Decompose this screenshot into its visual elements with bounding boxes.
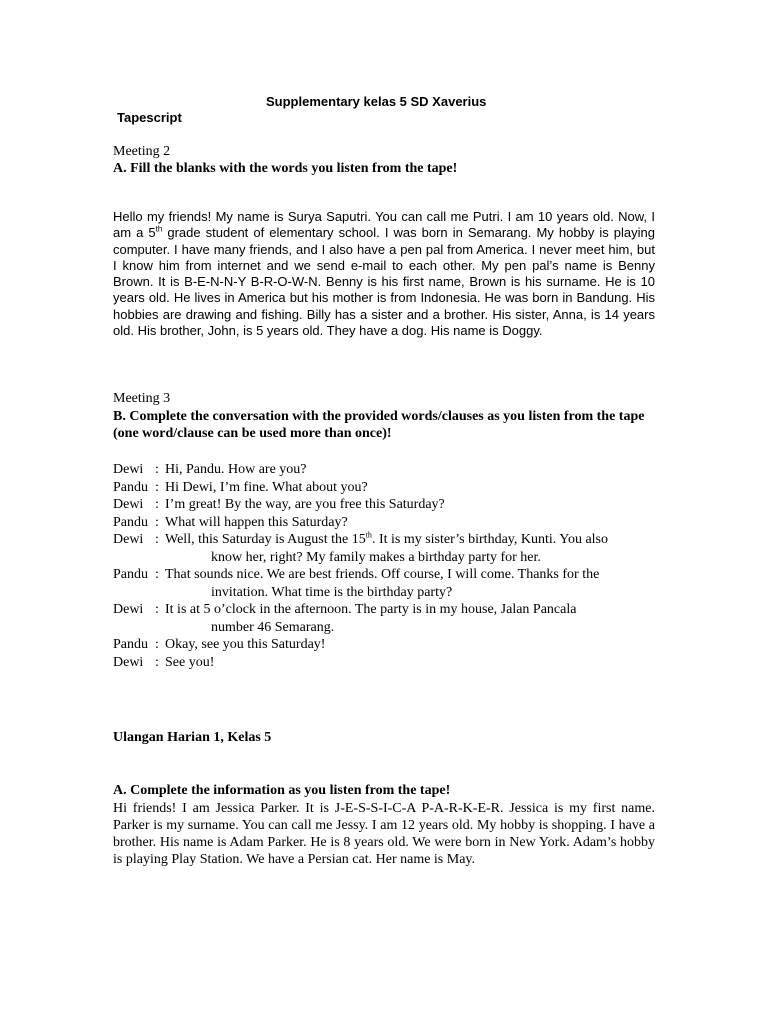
ordinal-suffix: th xyxy=(155,224,163,234)
dialog-text: Hi, Pandu. How are you? xyxy=(165,462,307,477)
dialog-line xyxy=(113,531,673,566)
dialog-continuation: number 46 Semarang. xyxy=(211,619,335,635)
ulangan-paragraph: Hi friends! I am Jessica Parker. It is J-E-S-S-I-C-A P-A-R-K-E-R. Jessica is my first name. Parker is my surname. You can call me Jessy. I am 12 years old. My hobby is shopping. I have a brother. His name is Adam Parker. He is 8 years old. We were born in New York. Adam’s hobby is playing Play Station. We have a Persian cat. Her name is May. xyxy=(113,801,655,867)
dialog-text: Hi Dewi, I’m fine. What about you? xyxy=(165,479,368,495)
meeting-2-paragraph xyxy=(113,209,655,339)
dialog-line xyxy=(113,566,673,601)
dialog-line xyxy=(113,496,673,514)
meeting-2-label: Meeting 2 xyxy=(113,144,171,159)
dialog-line xyxy=(113,514,673,532)
dialog-text: See you! xyxy=(165,654,215,670)
speaker-name: Dewi xyxy=(113,654,144,670)
speaker-colon: : xyxy=(155,497,159,512)
speaker-name: Pandu xyxy=(113,567,148,582)
ordinal-suffix: th xyxy=(365,530,372,540)
speaker-name: Dewi xyxy=(113,602,144,617)
speaker-colon: : xyxy=(155,654,159,670)
speaker-colon: : xyxy=(155,514,159,530)
dialog-continuation: know her, right? My family makes a birthday party for her. xyxy=(211,549,541,565)
document-title: Supplementary kelas 5 SD Xaverius xyxy=(266,94,487,109)
ulangan-heading: Ulangan Harian 1, Kelas 5 xyxy=(113,730,272,745)
meeting-2-paragraph-part-1: Hello my friends! My name is Surya Saputri. You can call me Putri. I am 10 years old. Now, I am a 5 xyxy=(113,209,655,241)
speaker-name: Dewi xyxy=(113,532,144,547)
dialog-text-part-1: Well, this Saturday is August the 15 xyxy=(165,532,366,547)
speaker-colon: : xyxy=(155,567,159,582)
dialog-text xyxy=(165,566,673,601)
dialog-text-main: That sounds nice. We are best friends. Off course, I will come. Thanks for the xyxy=(165,567,600,582)
ulangan-instruction: A. Complete the information as you listen from the tape! xyxy=(113,783,451,798)
dialog-line xyxy=(113,461,673,479)
dialog-text-main: It is at 5 o’clock in the afternoon. The party is in my house, Jalan Pancala xyxy=(165,602,577,617)
speaker-colon: : xyxy=(155,462,159,477)
dialog-text xyxy=(165,531,673,566)
speaker-name: Dewi xyxy=(113,497,144,512)
dialog-text xyxy=(165,601,673,636)
dialog-text-part-2: . It is my sister’s birthday, Kunti. You also xyxy=(371,532,609,547)
dialog-line xyxy=(113,601,673,636)
speaker-colon: : xyxy=(155,479,159,495)
dialog-text: What will happen this Saturday? xyxy=(165,514,348,530)
dialog-text: Okay, see you this Saturday! xyxy=(165,637,326,652)
meeting-2-paragraph-part-2: grade student of elementary school. I was born in Semarang. My hobby is playing computer. I have many friends, and I also have a pen pal from America. I never meet him, but I know him from internet and we send e-mail to each other. My pen pal’s name is Benny Brown. It is B-E-N-N-Y B-R-O-W-N. Benny is his first name, Brown is his surname. He is 10 years old. He lives in America but his mother is from Indonesia. He was born in Bandung. His hobbies are drawing and fishing. Billy has a sister and a brother. His sister, Anna, is 14 years old. His brother, John, is 5 years old. They have a dog. His name is Doggy. xyxy=(113,225,655,339)
dialog-text: I’m great! By the way, are you free this Saturday? xyxy=(165,497,445,512)
meeting-3-instruction: B. Complete the conversation with the provided words/clauses as you listen from the tape (one word/clause can be used more than once)! xyxy=(113,409,645,441)
dialog-line xyxy=(113,636,673,654)
dialog-line xyxy=(113,654,673,672)
speaker-colon: : xyxy=(155,532,159,547)
document-subtitle: Tapescript xyxy=(117,110,182,125)
speaker-colon: : xyxy=(155,602,159,617)
speaker-name: Dewi xyxy=(113,462,144,477)
speaker-name: Pandu xyxy=(113,637,148,652)
dialog-continuation: invitation. What time is the birthday party? xyxy=(211,584,453,600)
speaker-name: Pandu xyxy=(113,514,148,530)
conversation xyxy=(113,461,673,671)
meeting-3-label: Meeting 3 xyxy=(113,391,171,406)
speaker-name: Pandu xyxy=(113,479,148,495)
speaker-colon: : xyxy=(155,637,159,652)
meeting-2-instruction: A. Fill the blanks with the words you listen from the tape! xyxy=(113,161,458,176)
dialog-line xyxy=(113,479,673,497)
